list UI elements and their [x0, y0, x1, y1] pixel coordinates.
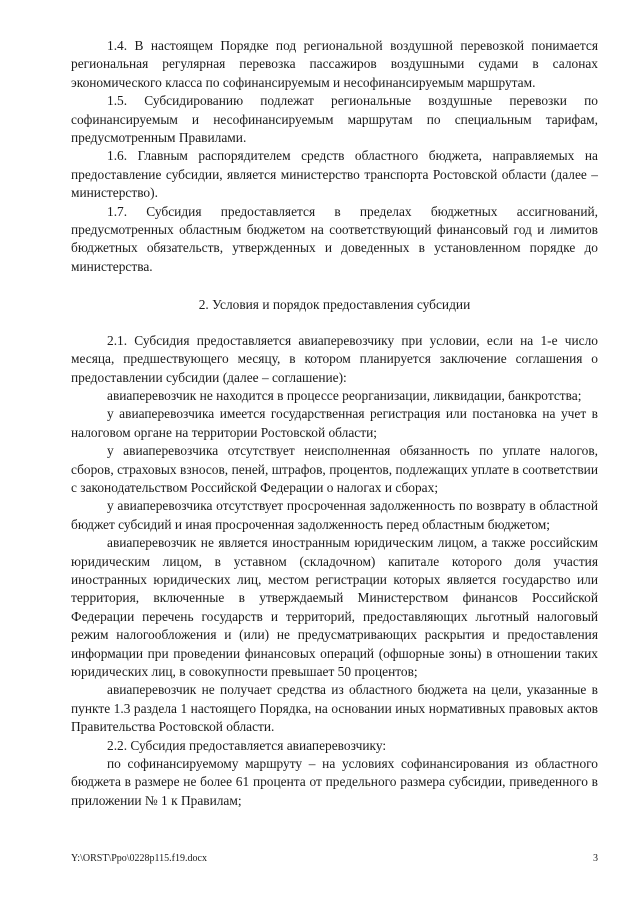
footer-file-path: Y:\ORST\Ppo\0228p115.f19.docx [71, 853, 207, 864]
condition-no-tax-debt: у авиаперевозчика отсутствует неисполненная обязанность по уплате налогов, сборов, страховых взносов, пеней, штрафов, процентов, подлежащих уплате в соответствии с законодательством Российской Федерации о налогах и сборах; [71, 443, 598, 495]
footer-page-number: 3 [593, 853, 598, 864]
paragraph-2-2: 2.2. Субсидия предоставляется авиаперевозчику: [107, 737, 387, 753]
document-body [71, 37, 598, 810]
condition-no-reorganization: авиаперевозчик не находится в процессе реорганизации, ликвидации, банкротства; [107, 387, 582, 403]
condition-no-budget-debt: у авиаперевозчика отсутствует просроченная задолженность по возврату в областной бюджет субсидий и иная просроченная задолженность перед областным бюджетом; [71, 498, 598, 532]
section-heading: 2. Условия и порядок предоставления субсидии [198, 297, 471, 313]
condition-not-foreign: авиаперевозчик не является иностранным юридическим лицом, а также российским юридическим лицом, в уставном (складочном) капитале которого доля участия иностранных юридических лиц, местом регистрации которых является государство или территория, включенные в утверждаемый Министерством финансов Российской Федерации перечень государств и территорий, предоставляющих льготный налоговый режим налогообложения и (или) не предусматривающих раскрытия и предоставления информации при проведении финансовых операций (офшорные зоны) в отношении таких юридических лиц, в совокупности превышает 50 процентов; [71, 535, 598, 679]
paragraph-1-7: 1.7. Субсидия предоставляется в пределах бюджетных ассигнований, предусмотренных областным бюджетом на соответствующий финансовый год и лимитов бюджетных обязательств, утвержденных и доведенных в установленном порядке до министерства. [71, 203, 598, 274]
paragraph-1-5: 1.5. Субсидированию подлежат региональные воздушные перевозки по софинансируемым и несофинансируемым маршрутам по специальным тарифам, предусмотренным Правилами. [71, 93, 598, 146]
paragraph-1-6: 1.6. Главным распорядителем средств областного бюджета, направляемых на предоставление субсидии, является министерство транспорта Ростовской области (далее – министерство). [71, 148, 598, 201]
cofinanced-route-clause: по софинансируемому маршруту – на условиях софинансирования из областного бюджета в размере не более 61 процента от предельного размера субсидии, приведенного в приложении № 1 к Правилам; [71, 756, 598, 808]
paragraph-2-1: 2.1. Субсидия предоставляется авиаперевозчику при условии, если на 1-е число месяца, предшествующего месяцу, в котором планируется заключение соглашения о предоставлении субсидии (далее – соглашение): [71, 332, 598, 385]
paragraph-1-4: 1.4. В настоящем Порядке под региональной воздушной перевозкой понимается региональная регулярная перевозка пассажиров воздушными судами в салонах экономического класса по софинансируемым и несофинансируемым маршрутам. [71, 38, 598, 90]
condition-registration: у авиаперевозчика имеется государственная регистрация или постановка на учет в налоговом органе на территории Ростовской области; [71, 406, 598, 440]
condition-no-other-funds: авиаперевозчик не получает средства из областного бюджета на цели, указанные в пункте 1.3 раздела 1 настоящего Порядка, на основании иных нормативных правовых актов Правительства Ростовской области. [71, 682, 598, 735]
